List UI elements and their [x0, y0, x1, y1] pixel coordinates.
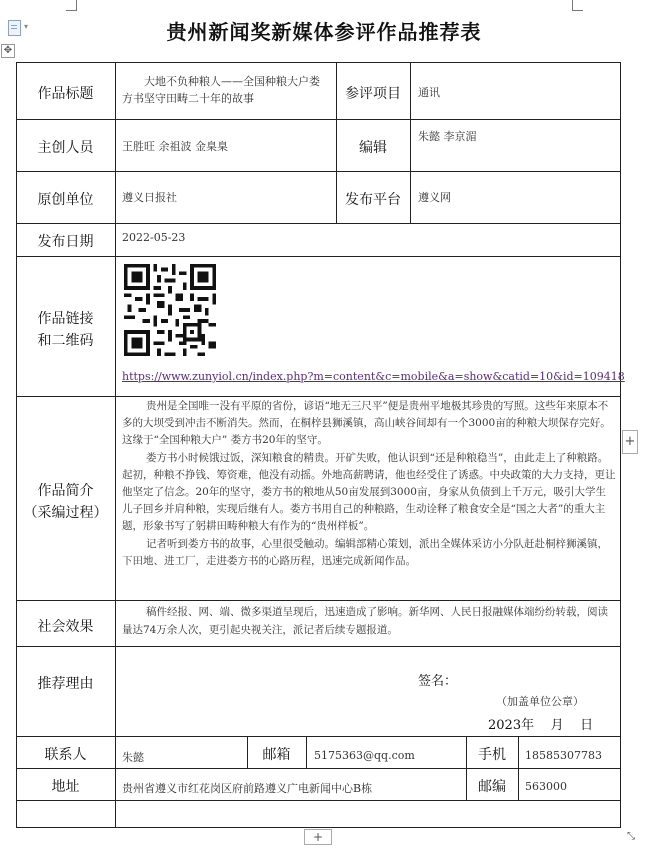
label-email: 邮箱 [262, 747, 291, 763]
row-divider [16, 256, 621, 257]
intro-paragraph-2: 娄方书小时候饿过饭，深知粮食的精贵。开矿失败，他认识到“还是种粮稳当”，由此走上了种粮路。起初，种粮不挣钱、筹资难，他没有动摇。外地高薪聘请，他也经受住了诱惑。中央政策的大力支持，更让他坚定了信念。20年的坚守，娄方书的粮地从50亩发展到3000亩，身家从负债到上千万元，吸引大学生儿子回乡并肩种粮，实现后继有人。娄方书用自己的种粮路，生动诠释了粮食安全是“国之大者”的重大主题，形象书写了躬耕田畴种粮大有作为的“贵州样板”。 [122, 451, 616, 533]
label-intro-line1: 作品简介 [37, 483, 94, 499]
add-column-icon[interactable]: + [622, 430, 638, 454]
value-social-effect[interactable]: 稿件经报、网、端、微多渠道呈现后，迅速造成了影响。新华网、人民日报融媒体端纷纷转载，阅读量达74万余人次，更引起央视关注，派记者后续专题报道。 [122, 606, 608, 636]
value-work-title[interactable]: 大地不负种粮人——全国种粮大户娄方书坚守田畴二十年的故事 [122, 75, 320, 105]
qr-code [124, 264, 216, 356]
value-category[interactable]: 通讯 [418, 86, 440, 99]
label-link-qr-line1: 作品链接 [37, 311, 94, 327]
resize-handle-icon[interactable]: ⤡ [627, 831, 635, 842]
label-address: 地址 [51, 779, 80, 795]
label-publish-date: 发布日期 [37, 234, 94, 250]
row-divider [16, 736, 621, 737]
label-creators: 主创人员 [37, 140, 94, 156]
col-divider [410, 62, 411, 223]
col-divider [518, 736, 519, 800]
row-divider [16, 171, 621, 172]
work-link[interactable]: https://www.zunyiol.cn/index.php?m=content&c=mobile&a=show&catid=10&id=109418 [122, 370, 625, 383]
value-postcode[interactable]: 563000 [525, 780, 567, 793]
label-phone: 手机 [478, 747, 506, 763]
row-divider [16, 646, 621, 647]
value-contact[interactable]: 朱懿 [122, 751, 144, 764]
row-divider [16, 119, 621, 120]
seal-note: （加盖单位公章） [496, 695, 584, 708]
label-social-effect: 社会效果 [37, 619, 94, 635]
value-address[interactable]: 贵州省遵义市红花岗区府前路遵义广电新闻中心B栋 [122, 782, 373, 795]
value-email[interactable]: 5175363@qq.com [314, 749, 415, 762]
label-intro-line2: （采编过程） [23, 505, 108, 521]
label-editor: 编辑 [359, 140, 387, 156]
intro-text [122, 398, 616, 570]
form-title: 贵州新闻奖新媒体参评作品推荐表 [166, 20, 482, 44]
value-original-unit[interactable]: 遵义日报社 [122, 191, 177, 204]
crop-mark-left [66, 0, 77, 11]
signature-label: 签名： [418, 674, 458, 689]
value-creators[interactable]: 王胜旺 余祖波 金臬臬 [122, 140, 228, 153]
label-category: 参评项目 [345, 86, 401, 102]
row-divider [16, 396, 621, 397]
intro-paragraph-3: 记者听到娄方书的故事，心里很受触动。编辑部精心策划，派出全媒体采访小分队赶赴桐梓狮溪镇，下田地、进工厂，走进娄方书的心路历程，迅速完成新闻作品。 [122, 537, 608, 567]
label-link-qr-line2: 和二维码 [37, 333, 94, 349]
row-divider [16, 600, 621, 601]
table-move-handle-icon[interactable]: ✥ [1, 44, 15, 58]
label-reason: 推荐理由 [37, 676, 94, 692]
col-divider [115, 62, 116, 828]
dropdown-caret-icon[interactable]: ▾ [24, 22, 29, 31]
label-original-unit: 原创单位 [37, 192, 94, 208]
col-divider [306, 736, 307, 768]
value-editor[interactable]: 朱懿 李京湄 [418, 130, 477, 143]
label-contact: 联系人 [44, 747, 87, 763]
add-row-icon[interactable]: + [304, 829, 332, 845]
date-line: 2023年 月 日 [488, 718, 594, 733]
value-publish-date[interactable]: 2022-05-23 [122, 231, 186, 244]
row-divider [16, 768, 621, 769]
label-platform: 发布平台 [345, 192, 401, 208]
label-work-title: 作品标题 [37, 86, 94, 102]
row-divider [16, 800, 621, 801]
value-platform[interactable]: 遵义网 [418, 191, 451, 204]
label-postcode: 邮编 [478, 779, 506, 795]
crop-mark-right [572, 0, 583, 11]
intro-paragraph-1: 贵州是全国唯一没有平原的省份，谚语“地无三尺平”便是贵州平地极其珍贵的写照。这些年来原本不多的大坝受到冲击不断消失。然而，在桐梓县狮溪镇，高山峡谷间却有一个3000亩的种粮大坝保存完好。这缘于“全国种粮大户” 娄方书20年的坚守。 [122, 400, 611, 447]
row-divider [16, 223, 621, 224]
value-phone[interactable]: 18585307783 [525, 749, 602, 762]
